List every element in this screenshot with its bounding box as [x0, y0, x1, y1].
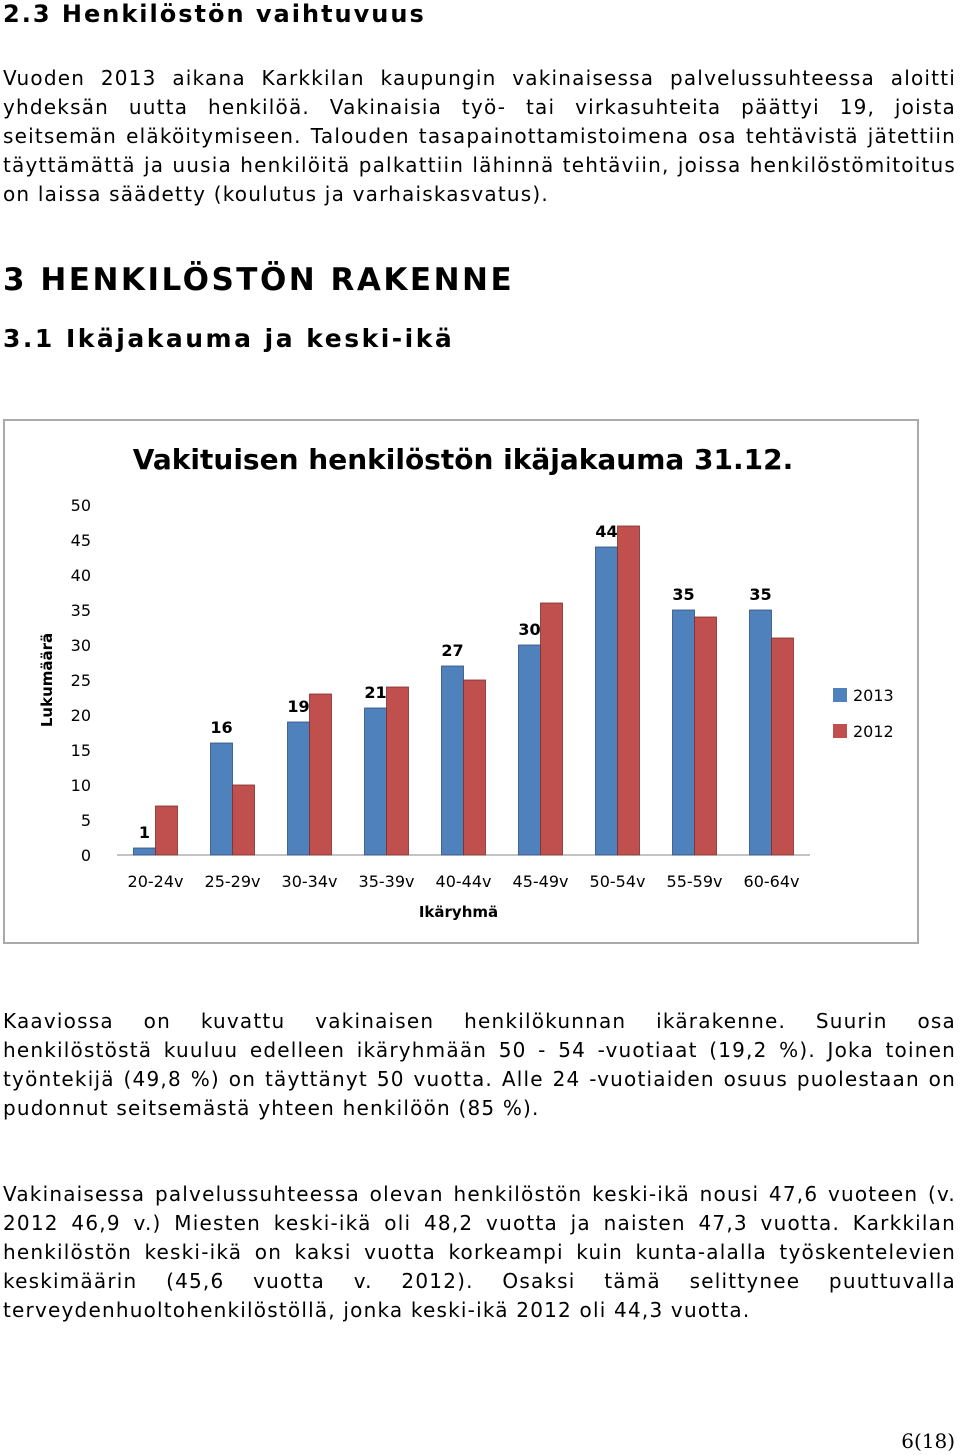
data-label-2013: 30	[518, 620, 541, 639]
x-tick-label: 30-34v	[281, 872, 338, 891]
bar-2013	[673, 610, 695, 855]
bar-2012	[310, 694, 332, 855]
chart-title: Vakituisen henkilöstön ikäjakauma 31.12.	[132, 443, 794, 476]
y-tick-label: 50	[70, 496, 91, 515]
page-number: 6(18)	[901, 1429, 955, 1453]
bar-2013	[750, 610, 772, 855]
bar-2013	[519, 645, 541, 855]
x-tick-label: 20-24v	[127, 872, 184, 891]
chapter-heading: 3 HENKILÖSTÖN RAKENNE	[3, 262, 515, 298]
x-tick-label: 60-64v	[743, 872, 800, 891]
paragraph-mean-age: Vakinaisessa palvelussuhteessa olevan henkilöstön keski-ikä nousi 47,6 vuoteen (v. 2012 46,9 v.) Miesten keski-ikä oli 48,2 vuotta ja naisten 47,3 vuotta. Karkkilan henkilöstön keski-ikä on kaksi vuotta korkeampi kuin kunta-alalla työskentelevien keskimäärin (45,6 vuotta v. 2012). Osaksi tämä selittynee puuttuvalla terveydenhuoltohenkilöstöllä, jonka keski-ikä 2012 oli 44,3 vuotta.	[3, 1182, 956, 1322]
paragraph-turnover: Vuoden 2013 aikana Karkkilan kaupungin vakinaisessa palvelussuhteessa aloitti yhdeksän uutta henkilöä. Vakinaisia työ- tai virkasuhteita päättyi 19, joista seitsemän eläköitymiseen. Talouden tasapainottamistoimena osa tehtävistä jätettiin täyttämättä ja uusia henkilöitä palkattiin lähinnä tehtäviin, joissa henkilöstömitoitus on laissa säädetty (koulutus ja varhaiskasvatus).	[3, 66, 956, 206]
data-label-2013: 35	[672, 585, 695, 604]
x-tick-label: 25-29v	[204, 872, 261, 891]
y-tick-label: 40	[70, 566, 91, 585]
bar-2012	[618, 526, 640, 855]
y-tick-label: 10	[70, 776, 91, 795]
bar-2012	[772, 638, 794, 855]
bar-2012	[387, 687, 409, 855]
bar-2012	[464, 680, 486, 855]
section-heading-2-3: 2.3 Henkilöstön vaihtuvuus	[3, 0, 426, 28]
data-label-2013: 19	[287, 697, 310, 716]
y-tick-label: 0	[80, 846, 91, 865]
y-tick-label: 5	[80, 811, 91, 830]
bar-2013	[365, 708, 387, 855]
legend-swatch-2013	[833, 688, 847, 702]
bar-2013	[288, 722, 310, 855]
legend-label-2013: 2013	[853, 686, 894, 705]
y-tick-label: 25	[70, 671, 91, 690]
y-tick-label: 35	[70, 601, 91, 620]
bar-2013	[211, 743, 233, 855]
y-tick-label: 15	[70, 741, 91, 760]
x-tick-label: 45-49v	[512, 872, 569, 891]
bar-2012	[233, 785, 255, 855]
data-label-2013: 21	[364, 683, 387, 702]
bar-2013	[134, 848, 156, 855]
bar-2012	[541, 603, 563, 855]
bar-2013	[596, 547, 618, 855]
chart-svg	[5, 421, 917, 942]
data-label-2013: 44	[595, 522, 618, 541]
age-distribution-chart	[3, 419, 919, 944]
x-tick-label: 50-54v	[589, 872, 646, 891]
legend-swatch-2012	[833, 724, 847, 738]
bar-2012	[156, 806, 178, 855]
y-axis-label: Lukumäärä	[38, 632, 56, 728]
x-tick-label: 55-59v	[666, 872, 723, 891]
y-tick-label: 20	[70, 706, 91, 725]
bar-2013	[442, 666, 464, 855]
legend-label-2012: 2012	[853, 722, 894, 741]
paragraph-chart-description: Kaaviossa on kuvattu vakinaisen henkilökunnan ikärakenne. Suurin osa henkilöstöstä kuuluu edelleen ikäryhmään 50 - 54 -vuotiaat (19,2 %). Joka toinen työntekijä (49,8 %) on täyttänyt 50 vuotta. Alle 24 -vuotiaiden osuus puolestaan on pudonnut seitsemästä yhteen henkilöön (85 %).	[3, 1009, 956, 1120]
y-tick-label: 30	[70, 636, 91, 655]
x-tick-label: 40-44v	[435, 872, 492, 891]
data-label-2013: 27	[441, 641, 464, 660]
x-tick-label: 35-39v	[358, 872, 415, 891]
data-label-2013: 1	[138, 823, 151, 842]
x-axis-label: Ikäryhmä	[418, 903, 499, 921]
y-tick-label: 45	[70, 531, 91, 550]
bar-2012	[695, 617, 717, 855]
section-heading-3-1: 3.1 Ikäjakauma ja keski-ikä	[3, 324, 455, 353]
data-label-2013: 35	[749, 585, 772, 604]
data-label-2013: 16	[210, 718, 233, 737]
